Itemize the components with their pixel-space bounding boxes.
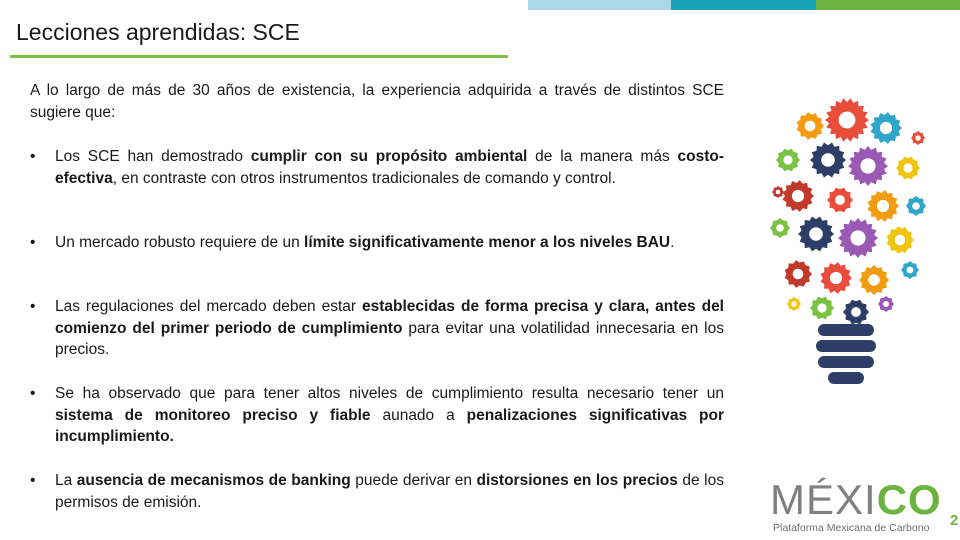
gear-hole bbox=[915, 135, 920, 140]
gear-hole bbox=[883, 301, 889, 307]
gear-hole bbox=[830, 272, 842, 284]
bullet-marker: • bbox=[30, 234, 36, 251]
gear-hole bbox=[835, 195, 845, 205]
gear-hole bbox=[868, 274, 879, 285]
gear-hole bbox=[805, 121, 816, 132]
mexico2-logo bbox=[770, 476, 959, 540]
list-item bbox=[30, 296, 724, 361]
title-underline bbox=[10, 55, 508, 58]
gear-hole bbox=[839, 112, 856, 129]
gear-hole bbox=[776, 190, 781, 195]
logo-subscript: 2 bbox=[950, 512, 959, 529]
gear-hole bbox=[821, 153, 835, 167]
intro-paragraph: A lo largo de más de 30 años de existencia, la experiencia adquirida a través de distintos SCE sugiere que: bbox=[30, 82, 724, 121]
bullet-marker: • bbox=[30, 298, 36, 315]
gear-hole bbox=[850, 230, 865, 245]
gear-hole bbox=[793, 269, 804, 280]
top-accent-bar-light bbox=[528, 0, 671, 10]
gear-hole bbox=[851, 307, 861, 317]
logo-word-green: CO bbox=[876, 476, 942, 523]
item-text: Un mercado robusto requiere de un límite significativamente menor a los niveles BAU. bbox=[55, 234, 675, 251]
gear-hole bbox=[895, 235, 906, 246]
top-accent-bar-green bbox=[816, 0, 960, 10]
gear-hole bbox=[792, 190, 804, 202]
bullet-marker: • bbox=[30, 472, 36, 489]
item-text: Los SCE han demostrado cumplir con su propósito ambiental de la manera más costo-efectiva, en contraste con otros instrumentos tradicionales de comando y control. bbox=[55, 148, 724, 187]
bullet-marker: • bbox=[30, 385, 36, 402]
bullet-marker: • bbox=[30, 148, 36, 165]
gear-hole bbox=[776, 224, 784, 232]
item-text: Las regulaciones del mercado deben estar establecidas de forma precisa y clara, antes del comienzo del primer periodo de cumplimiento para evitar una volatilidad innecesaria en los precios. bbox=[55, 298, 724, 358]
gear-hole bbox=[809, 227, 823, 241]
gear-hole bbox=[912, 202, 920, 210]
logo-tagline: Plataforma Mexicana de Carbono bbox=[773, 522, 930, 534]
gear-hole bbox=[783, 155, 792, 164]
gear-hole bbox=[791, 301, 796, 306]
gear-hole bbox=[907, 267, 914, 274]
lightbulb-gears-icon bbox=[758, 88, 936, 388]
gear-hole bbox=[880, 122, 892, 134]
item-text: Se ha observado que para tener altos niveles de cumplimiento resulta necesario tener un sistema de monitoreo preciso y fiable aunado a penalizaciones significativas por incumplimiento. bbox=[55, 385, 724, 445]
list-item bbox=[30, 383, 724, 448]
list-item bbox=[30, 470, 724, 513]
gear-hole bbox=[877, 200, 889, 212]
gear-hole bbox=[860, 158, 875, 173]
list-item bbox=[30, 146, 724, 189]
logo-word-gray: MÉXI bbox=[770, 476, 877, 523]
item-text: La ausencia de mecanismos de banking puede derivar en distorsiones en los precios de los permisos de emisión. bbox=[55, 472, 724, 511]
list-item bbox=[30, 232, 724, 254]
top-accent-bar-teal bbox=[671, 0, 816, 10]
bulb-base bbox=[816, 324, 876, 384]
gear-hole bbox=[817, 303, 826, 312]
page-title: Lecciones aprendidas: SCE bbox=[16, 19, 300, 45]
gear-hole bbox=[903, 163, 912, 172]
